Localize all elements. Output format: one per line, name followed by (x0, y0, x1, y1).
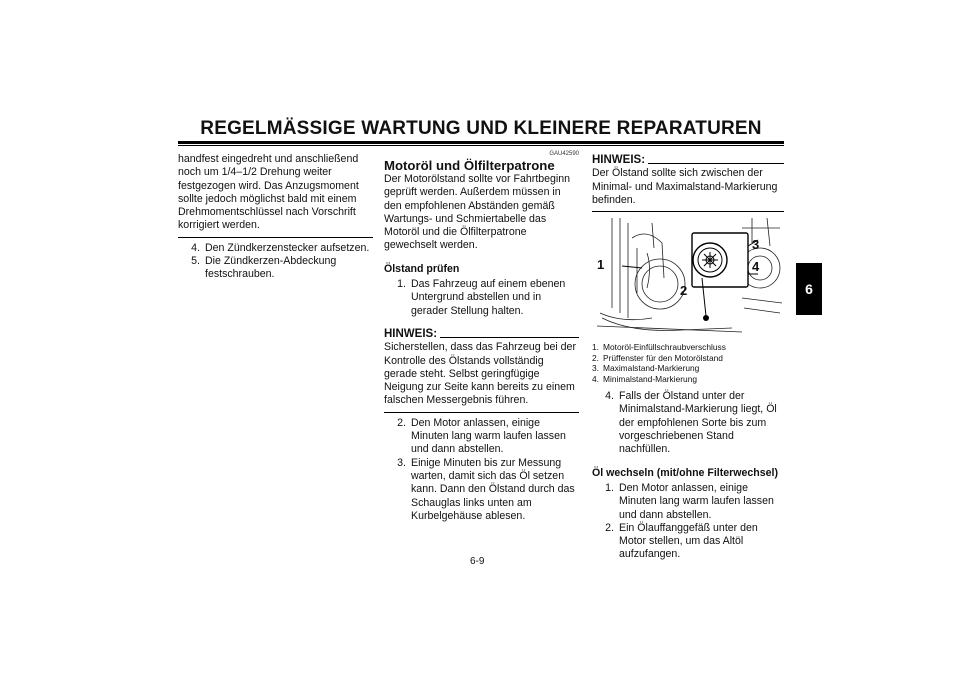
divider (592, 211, 784, 212)
list-item (384, 457, 579, 523)
step-text: Den Zündkerzenstecker aufsetzen. (205, 241, 370, 254)
divider (384, 412, 579, 413)
step-list (384, 278, 579, 318)
document-code: GAU42590 (549, 151, 579, 157)
list-item (384, 278, 579, 318)
note-text: Der Ölstand sollte sich zwischen der Minimal- und Maximalstand-Markierung befinden. (592, 167, 778, 206)
step-number: 4. (191, 241, 200, 254)
section-intro-text: Der Motorölstand sollte vor Fahrtbeginn geprüft werden. Außerdem müssen in den empfohlenen Abständen gemäß Wartungs- und Schmiertabelle das Motoröl und die Ölfilterpatrone gewechselt werden. (384, 173, 571, 252)
list-item (592, 363, 784, 374)
caption-text: Maximalstand-Markierung (603, 363, 700, 374)
figure-label-2: 2 (680, 283, 688, 299)
list-item (178, 242, 373, 255)
list-item (592, 522, 784, 562)
list-item (592, 353, 784, 364)
step-text: Einige Minuten bis zur Messung warten, damit sich das Öl setzen kann. Dann den Ölstand durch das Schauglas links unten am Kurbelgehäuse ablesen. (411, 456, 575, 522)
note-rule (440, 337, 579, 338)
step-number: 2. (397, 416, 406, 429)
engine-illustration (592, 218, 784, 338)
col1-intro-text: handfest eingedreht und anschließend noch um 1/4–1/2 Drehung weiter festgezogen wird. Das Anzugsmoment sollte jedoch möglichst bald mit einem Drehmomentschlüssel nach Vorschrift korrigiert werden. (178, 153, 359, 232)
figure-label-3: 3 (752, 237, 760, 253)
column-1 (178, 153, 373, 282)
header-rule (178, 141, 784, 144)
list-item (592, 482, 784, 522)
note-label: HINWEIS: (592, 154, 646, 166)
subheading-oil-change: Öl wechseln (mit/ohne Filterwechsel) (592, 466, 779, 479)
step-number: 3. (397, 456, 406, 469)
chapter-tab: 6 (796, 263, 822, 315)
note-header (384, 328, 579, 341)
subheading-check-oil: Ölstand prüfen (384, 262, 460, 275)
step-list (592, 390, 784, 456)
step-number: 4. (605, 390, 614, 403)
figure-caption-list (592, 342, 784, 384)
step-text: Falls der Ölstand unter der Minimalstand-Markierung liegt, Öl der empfohlenen Sorte bis zum vorgeschriebenen Stand nachfüllen. (619, 390, 777, 456)
step-number: 1. (605, 481, 614, 494)
caption-text: Prüffenster für den Motorölstand (603, 352, 723, 363)
header-rule-thin (178, 145, 784, 146)
step-text: Den Motor anlassen, einige Minuten lang warm laufen lassen und dann abstellen. (411, 416, 566, 456)
step-text: Den Motor anlassen, einige Minuten lang warm laufen lassen und dann abstellen. (619, 481, 774, 521)
caption-number: 3. (592, 363, 599, 374)
step-list (592, 482, 784, 562)
note-label: HINWEIS: (384, 327, 438, 340)
divider (178, 237, 373, 238)
step-text: Das Fahrzeug auf einem ebenen Untergrund abstellen und in gerader Stellung halten. (411, 278, 566, 317)
note-rule (648, 163, 784, 164)
column-2 (384, 150, 579, 523)
page-title: REGELMÄSSIGE WARTUNG UND KLEINERE REPARATUREN (200, 118, 762, 139)
step-number: 1. (397, 278, 406, 291)
caption-text: Motoröl-Einfüllschraubverschluss (603, 342, 726, 353)
step-list (384, 417, 579, 523)
step-text: Die Zündkerzen-Abdeckung festschrauben. (205, 255, 337, 281)
step-number: 2. (605, 521, 614, 534)
list-item (384, 417, 579, 457)
page-number: 6-9 (470, 556, 485, 567)
figure-label-1: 1 (597, 257, 605, 273)
step-text: Ein Ölauffanggefäß unter den Motor stellen, um das Altöl aufzufangen. (619, 521, 758, 561)
list-item (592, 374, 784, 385)
list-item (592, 342, 784, 353)
caption-number: 4. (592, 373, 599, 384)
list-item (178, 255, 373, 282)
step-number: 5. (191, 255, 200, 268)
figure-label-4: 4 (752, 259, 760, 275)
section-heading: Motoröl und Ölfilterpatrone (384, 158, 555, 173)
col1-step-list (178, 242, 373, 282)
list-item (592, 390, 784, 456)
note-header (592, 154, 784, 167)
caption-number: 2. (592, 352, 599, 363)
caption-text: Minimalstand-Markierung (603, 373, 698, 384)
engine-drawing (592, 218, 784, 338)
column-3 (592, 150, 784, 562)
note-text: Sicherstellen, dass das Fahrzeug bei der Kontrolle des Ölstands vollständig gerade steht. Selbst geringfügige Neigung zur Seite kann bereits zu einem falschen Messergebnis führen. (384, 341, 576, 407)
caption-number: 1. (592, 342, 599, 353)
